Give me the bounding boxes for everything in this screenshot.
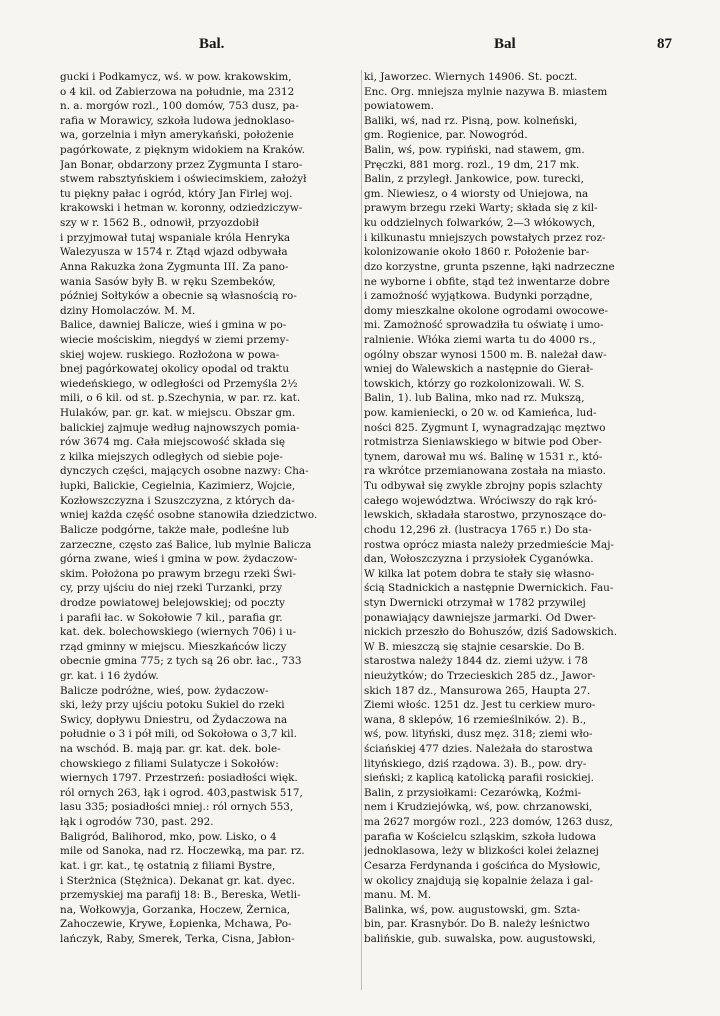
text-line: Cesarza Ferdynanda i gościńca do Mysłowic, — [364, 859, 601, 872]
text-line: tynem, darował mu wś. Balinę w 1531 r., któ- — [364, 450, 603, 463]
text-line: rów 3674 mg. Cała miejscowość składa się — [60, 436, 285, 449]
text-line: skim. Położona po prawym brzegu rzeki Świ- — [60, 567, 296, 580]
text-line: manu. M. M. — [364, 889, 432, 902]
text-line: ponawiający dawniejsze jarmarki. Od Dwer- — [364, 611, 596, 624]
text-line: ności 825. Zygmunt I, wynagradzając męztwo — [364, 421, 606, 434]
header-left-catchword: Bal. — [199, 36, 225, 52]
text-line: W B. mieszczą się stajnie cesarskie. Do B. — [364, 640, 585, 653]
text-line: lityńskiego, dziś rządowa. 3). B., pow. dry- — [364, 757, 587, 770]
text-line: chowskiego z filiami Sulatycze i Sokołów: — [60, 757, 279, 770]
text-line: wiecie mościskim, niegdyś w ziemi przemy- — [60, 333, 290, 346]
right-column — [364, 70, 664, 947]
text-line: W kilka lat potem dobra te stały się własno- — [364, 567, 595, 580]
text-line: rotmistrza Sieniawskiego w bitwie pod Ober- — [364, 436, 602, 449]
text-line: prawym brzegu rzeki Warty; składa się z kil- — [364, 202, 598, 215]
text-line: o 4 kil. od Zabierzowa na południe, ma 2312 — [60, 85, 295, 98]
text-line: Hulaków, par. gr. kat. w miejscu. Obszar gm. — [60, 407, 296, 420]
text-line: lańczyk, Raby, Smerek, Terka, Cisna, Jabłon- — [60, 932, 295, 945]
text-line: n. a. morgów rozl., 100 domów, 753 dusz, pa- — [60, 100, 299, 113]
text-line: i kilkunastu mniejszych powstałych przez roz- — [364, 231, 606, 244]
text-line: ku oddzielnych folwarków, 2—3 włókowych, — [364, 217, 596, 230]
text-line: wa, gorzelnia i młyn amerykański, położenie — [60, 129, 294, 142]
text-line: krakowski i hetman w. koronny, odziedziczyw- — [60, 202, 303, 215]
text-line: Balinka, wś, pow. augustowski, gm. Szta- — [364, 903, 581, 916]
text-line: południe o 3 i pół mili, od Sokołowa o 3,7 kil. — [60, 728, 297, 741]
text-line: starostwa należy 1844 dz. ziemi używ. i 78 — [364, 655, 588, 668]
text-line: ki, Jaworzec. Wiernych 14906. St. poczt. — [364, 71, 578, 83]
text-line: ski, leży przy ujściu potoku Sukiel do rzeki — [60, 699, 285, 712]
text-line: wania Sasów były B. w ręku Szembeków, — [60, 275, 276, 288]
text-line: Balicze podróżne, wieś, pow. żydaczow- — [60, 684, 269, 697]
text-line: w okolicy znajdują się kopalnie żelaza i gal- — [364, 874, 594, 887]
text-line: całego województwa. Wróciwszy do rąk kró- — [364, 494, 597, 507]
text-line: zarzeczne, często zaś Balice, lub mylnie Balicza — [60, 538, 312, 551]
text-line: i przyjmował tutaj wspaniale króla Henryka — [60, 231, 291, 244]
text-line: parafia w Kościelcu szląskim, szkoła ludowa — [364, 830, 597, 843]
left-column — [60, 70, 360, 947]
text-line: ra wkrótce przemianowana została na miasto. — [364, 465, 606, 478]
text-line: tu piękny pałac i ogród, który Jan Firlej woj. — [60, 187, 293, 200]
text-line: ściańskiej 477 dzies. Należała do starostwa — [364, 743, 593, 756]
column-divider — [361, 70, 362, 990]
text-line: Ziemi włośc. 1251 dz. Jest tu cerkiew muro- — [364, 699, 596, 712]
text-line: wś, pow. lityński, dusz męz. 318; ziemi wło- — [364, 728, 593, 741]
text-line: Tu odbywał się zwykle zbrojny popis szlachty — [364, 480, 603, 493]
text-line: gr. kat. i 16 żydów. — [60, 669, 159, 682]
text-line: z kilka miejszych odległych od siebie poje- — [60, 450, 283, 463]
text-line: chodu 12,296 zł. (lustracya 1765 r.) Do sta- — [364, 523, 592, 536]
text-line: Walezyusza w 1574 r. Ztąd wjazd odbywała — [60, 246, 288, 259]
text-line: sieński; z kaplicą katolicką parafii rosickiej. — [364, 772, 594, 785]
text-line: ralnienie. Włóka ziemi warta tu do 4000 rs., — [364, 333, 596, 346]
text-line: kolonizowanie około 1860 r. Położenie bar- — [364, 246, 590, 259]
text-line: dziny Homolaczów. M. M. — [60, 304, 196, 317]
text-line: Jan Bonar, obdarzony przez Zygmunta I staro- — [60, 158, 303, 171]
text-line: powiatowem. — [364, 100, 434, 113]
page-header — [62, 36, 672, 58]
text-line: i Sterżnica (Stężnica). Dekanat gr. kat. dyec. — [60, 874, 295, 887]
text-line: gm. Rogienice, par. Nowogród. — [364, 129, 528, 142]
text-line: gm. Niewiesz, o 4 wiorsty od Uniejowa, na — [364, 187, 589, 200]
text-line: wiedeńskiego, w odległości od Przemyśla 2½ — [60, 377, 298, 390]
text-line: na, Wołkowyja, Gorzanka, Hoczew, Żernica, — [60, 903, 291, 916]
text-line: rafia w Morawicy, szkoła ludowa jednoklaso- — [60, 114, 295, 127]
text-line: Balin, z przysiołkami: Cezarówką, Koźmi- — [364, 786, 582, 799]
text-line: obecnie gmina 775; z tych są 26 obr. łac., 733 — [60, 655, 302, 668]
text-line: nem i Krudziejówką, wś, pow. chrzanowski, — [364, 801, 593, 814]
text-line: dzo korzystne, grunta pszenne, łąki nadrzeczne — [364, 260, 615, 273]
text-line: towskich, którzy go rozkolonizowali. W. S. — [364, 377, 585, 390]
text-line: kat. i gr. kat., tę ostatnią z filiami Bystre, — [60, 859, 276, 872]
text-line: drodze powiatowej belejowskiej; od poczty — [60, 596, 285, 609]
text-line: mi. Zamożność sprowadziła tu oświatę i umo- — [364, 319, 604, 332]
text-line: rząd gminny w miejscu. Mieszkańców liczy — [60, 640, 287, 653]
text-line: i parafii łac. w Sokołowie 7 kil., parafia gr. — [60, 611, 283, 624]
text-line: Balin, z przyległ. Jankowice, pow. turecki, — [364, 173, 584, 186]
text-line: łupki, Balickie, Cegielnia, Kazimierz, Wojcie, — [60, 480, 296, 493]
text-line: Anna Rakuzka żona Zygmunta III. Za pano- — [60, 260, 289, 273]
text-line: kat. dek. bolechowskiego (wiernych 706) i u- — [60, 626, 297, 639]
text-line: i zamożność wyjątkowa. Budynki porządne, — [364, 290, 593, 303]
text-line: balickiej zajmuje według najnowszych pomia- — [60, 421, 300, 434]
text-line: bnej pagórkowatej okolicy opodal od traktu — [60, 363, 290, 376]
text-line: Balin, wś, pow. rypiński, nad stawem, gm. — [364, 144, 585, 157]
text-line: cy, przy ujściu do niej rzeki Turzanki, przy — [60, 582, 283, 595]
text-line: balińskie, gub. suwalska, pow. augustowski, — [364, 932, 596, 945]
text-line: ról ornych 263, łąk i ogrod. 403,pastwisk 517, — [60, 786, 303, 799]
text-line: na wschód. B. mają par. gr. kat. dek. bole- — [60, 743, 281, 756]
text-line: pagórkowate, z pięknym widokiem na Kraków. — [60, 144, 305, 157]
text-line: mile od Sanoka, nad rz. Hoczewką, ma par. rz. — [60, 845, 305, 858]
text-line: Baligród, Balihorod, mko, pow. Lisko, o 4 — [60, 830, 277, 843]
text-line: gucki i Podkamycz, wś. w pow. krakowskim, — [60, 71, 292, 83]
text-line: skich 187 dz., Mansurowa 265, Haupta 27. — [364, 684, 591, 697]
text-line: Baliki, wś, nad rz. Pisną, pow. kolneński, — [364, 114, 578, 127]
text-line: górna zwane, wieś i gmina w pow. żydaczow- — [60, 553, 298, 566]
text-line: lasu 335; posiadłości mniej.: ról ornych 553, — [60, 801, 294, 814]
text-line: ma 2627 morgów rozl., 223 domów, 1263 dusz, — [364, 816, 613, 829]
text-line: dynczych części, mających osobne nazwy: Cha- — [60, 465, 309, 478]
text-line: ścią Stadnickich a następnie Dwernickich. Fau- — [364, 582, 614, 595]
text-line: Pręczki, 881 morg. rozl., 19 dm, 217 mk. — [364, 158, 580, 171]
text-line: nickich przeszło do Bohuszów, dziś Sadowskich. — [364, 626, 618, 639]
text-line: ne wyborne i obfite, stąd też inwentarze dobre — [364, 275, 610, 288]
text-line: mili, o 6 kil. od st. p.Szechynia, w par. rz. kat. — [60, 392, 301, 405]
text-line: dan, Wołoszczyzna i przysiołek Cyganówka. — [364, 553, 594, 566]
text-line: ogólny obszar wynosi 1500 m. B. należał daw- — [364, 348, 607, 361]
text-line: skiej wojew. ruskiego. Rozłożona w powa- — [60, 348, 280, 361]
text-line: wana, 8 sklepów, 16 rzemieślników. 2). B., — [364, 713, 587, 726]
text-line: stwem rabsztyńskiem i oświecimskiem, założył — [60, 173, 307, 186]
text-line: jednoklasowa, leży w blizkości kolei żelaznej — [364, 845, 599, 858]
text-line: rostwa oprócz miasta należy przedmieście Maj- — [364, 538, 614, 551]
text-line: Enc. Org. mniejsza mylnie nazywa B. miastem — [364, 85, 608, 98]
text-line: pow. kamieniecki, o 20 w. od Kamieńca, lud- — [364, 407, 597, 420]
header-right-catchword: Bal — [494, 36, 516, 52]
text-line: nieużytków; do Trzecieskich 285 dz., Jawor- — [364, 669, 596, 682]
text-line: styn Dwernicki otrzymał w 1782 przywilej — [364, 596, 586, 609]
text-line: Kozłowszczyzna i Szuszczyzna, z których da- — [60, 494, 295, 507]
text-line: przemyskiej ma parafij 18: B., Bereska, Wetli- — [60, 889, 301, 902]
text-line: wniej do Walewskich a następnie do Gierał- — [364, 363, 594, 376]
text-line: wniej każda część osobne stanowiła dziedzictwo. — [60, 509, 318, 522]
text-line: lewskich, składała starostwo, przynoszące do- — [364, 509, 607, 522]
text-line: Zahoczewie, Krywe, Łopienka, Mchawa, Po- — [60, 918, 292, 931]
text-line: Balicze podgórne, także małe, podleśne lub — [60, 523, 290, 536]
text-line: Swicy, dopływu Dniestru, od Żydaczowa na — [60, 713, 288, 726]
text-line: szy w r. 1562 B., odnowił, przyozdobił — [60, 217, 259, 230]
text-line: Balice, dawniej Balicze, wieś i gmina w po- — [60, 319, 287, 332]
page-number: 87 — [657, 36, 672, 52]
text-line: łąk i ogrodów 730, past. 292. — [60, 816, 214, 829]
text-line: Balin, 1). lub Balina, mko nad rz. Mukszą, — [364, 392, 585, 405]
text-line: później Sołtyków a obecnie są własnością ro- — [60, 290, 297, 303]
text-line: domy mieszkalne okolone ogrodami owocowe- — [364, 304, 609, 317]
text-line: bin, par. Krasnybór. Do B. należy leśnictwo — [364, 918, 590, 931]
text-line: wiernych 1797. Przestrzeń: posiadłości więk. — [60, 772, 298, 785]
